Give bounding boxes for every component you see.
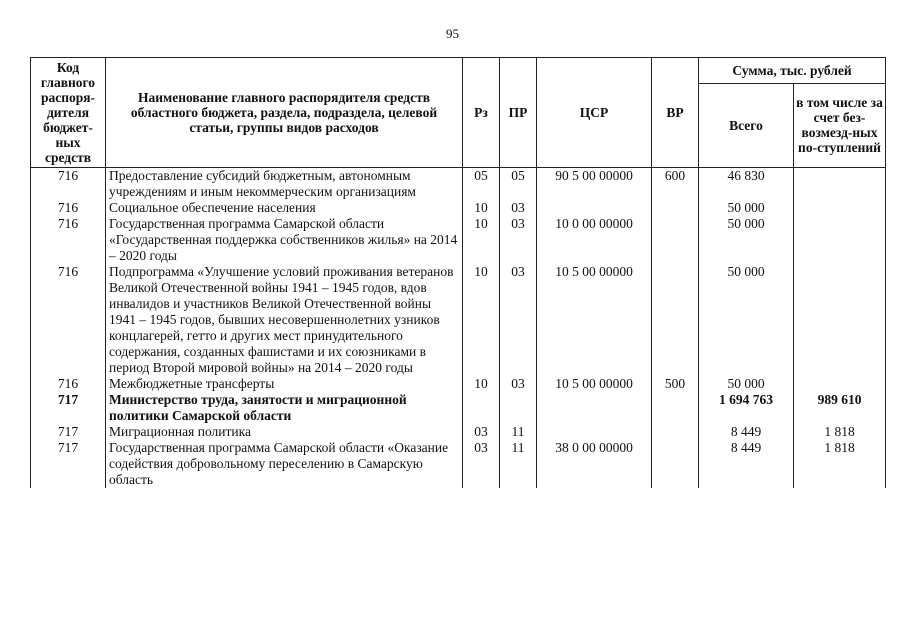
cell-code: 716 bbox=[31, 264, 106, 376]
cell-name: Министерство труда, занятости и миграционной политики Самарской области bbox=[106, 392, 463, 424]
cell-name: Государственная программа Самарской области «Государственная поддержка собственников жилья» на 2014 – 2020 годы bbox=[106, 216, 463, 264]
cell-name: Миграционная политика bbox=[106, 424, 463, 440]
cell-vr: 600 bbox=[652, 168, 699, 201]
header-rz: Рз bbox=[463, 58, 500, 168]
cell-total: 46 830 bbox=[699, 168, 794, 201]
table-row bbox=[31, 168, 886, 201]
cell-rz: 10 bbox=[463, 216, 500, 264]
table-body bbox=[31, 168, 886, 489]
table-row bbox=[31, 376, 886, 392]
cell-name: Межбюджетные трансферты bbox=[106, 376, 463, 392]
cell-free: 1 818 bbox=[794, 424, 886, 440]
cell-code: 716 bbox=[31, 200, 106, 216]
cell-total: 8 449 bbox=[699, 440, 794, 488]
table-row-ministry bbox=[31, 392, 886, 424]
cell-vr: 500 bbox=[652, 376, 699, 392]
cell-csr: 38 0 00 00000 bbox=[537, 440, 652, 488]
cell-total: 50 000 bbox=[699, 216, 794, 264]
header-vr: ВР bbox=[652, 58, 699, 168]
cell-rz: 05 bbox=[463, 168, 500, 201]
cell-csr bbox=[537, 200, 652, 216]
table-row bbox=[31, 216, 886, 264]
budget-table bbox=[30, 57, 886, 488]
cell-free bbox=[794, 200, 886, 216]
cell-name: Подпрограмма «Улучшение условий проживания ветеранов Великой Отечественной войны 1941 – 1945 годов, вдов инвалидов и участников Великой Отечественной войны 1941 – 1945 годов, бывших несовершеннолетних узников концлагерей, гетто и других мест принудительного содержания, созданных фашистами и их союзниками в период Второй мировой войны» на 2014 – 2020 годы bbox=[106, 264, 463, 376]
cell-vr bbox=[652, 424, 699, 440]
cell-free bbox=[794, 216, 886, 264]
header-free: в том числе за счет без-возмезд-ных по-ступлений bbox=[794, 83, 886, 167]
cell-vr bbox=[652, 216, 699, 264]
cell-code: 716 bbox=[31, 168, 106, 201]
cell-csr: 10 0 00 00000 bbox=[537, 216, 652, 264]
table-row bbox=[31, 264, 886, 376]
header-code: Код главного распоря-дителя бюджет-ных средств bbox=[31, 58, 106, 168]
header-sum: Сумма, тыс. рублей bbox=[699, 58, 886, 84]
cell-rz bbox=[463, 392, 500, 424]
table-row bbox=[31, 200, 886, 216]
cell-code: 716 bbox=[31, 216, 106, 264]
cell-pr bbox=[500, 392, 537, 424]
cell-code: 717 bbox=[31, 440, 106, 488]
cell-csr bbox=[537, 424, 652, 440]
header-name: Наименование главного распорядителя средств областного бюджета, раздела, подраздела, целевой статьи, группы видов расходов bbox=[106, 58, 463, 168]
cell-free: 1 818 bbox=[794, 440, 886, 488]
cell-code: 717 bbox=[31, 424, 106, 440]
cell-total: 50 000 bbox=[699, 376, 794, 392]
cell-free bbox=[794, 168, 886, 201]
cell-vr bbox=[652, 392, 699, 424]
header-csr: ЦСР bbox=[537, 58, 652, 168]
cell-name: Государственная программа Самарской области «Оказание содействия добровольному переселению в Самарскую область bbox=[106, 440, 463, 488]
cell-code: 716 bbox=[31, 376, 106, 392]
cell-pr: 03 bbox=[500, 216, 537, 264]
cell-csr bbox=[537, 392, 652, 424]
cell-pr: 03 bbox=[500, 200, 537, 216]
cell-rz: 03 bbox=[463, 440, 500, 488]
cell-rz: 10 bbox=[463, 200, 500, 216]
cell-vr bbox=[652, 440, 699, 488]
cell-free: 989 610 bbox=[794, 392, 886, 424]
table-row bbox=[31, 424, 886, 440]
cell-total: 50 000 bbox=[699, 200, 794, 216]
cell-pr: 11 bbox=[500, 440, 537, 488]
header-pr: ПР bbox=[500, 58, 537, 168]
cell-total: 8 449 bbox=[699, 424, 794, 440]
cell-free bbox=[794, 376, 886, 392]
page-number: 95 bbox=[446, 26, 459, 41]
cell-pr: 05 bbox=[500, 168, 537, 201]
cell-rz: 10 bbox=[463, 376, 500, 392]
cell-total: 50 000 bbox=[699, 264, 794, 376]
cell-csr: 90 5 00 00000 bbox=[537, 168, 652, 201]
cell-rz: 10 bbox=[463, 264, 500, 376]
cell-free bbox=[794, 264, 886, 376]
cell-total: 1 694 763 bbox=[699, 392, 794, 424]
cell-code: 717 bbox=[31, 392, 106, 424]
cell-vr bbox=[652, 264, 699, 376]
table-row bbox=[31, 440, 886, 488]
table-header bbox=[31, 58, 886, 168]
cell-pr: 03 bbox=[500, 376, 537, 392]
header-total: Всего bbox=[699, 83, 794, 167]
cell-pr: 11 bbox=[500, 424, 537, 440]
cell-vr bbox=[652, 200, 699, 216]
cell-pr: 03 bbox=[500, 264, 537, 376]
cell-name: Предоставление субсидий бюджетным, автономным учреждениям и иным некоммерческим организациям bbox=[106, 168, 463, 201]
cell-csr: 10 5 00 00000 bbox=[537, 376, 652, 392]
cell-name: Социальное обеспечение населения bbox=[106, 200, 463, 216]
cell-csr: 10 5 00 00000 bbox=[537, 264, 652, 376]
cell-rz: 03 bbox=[463, 424, 500, 440]
